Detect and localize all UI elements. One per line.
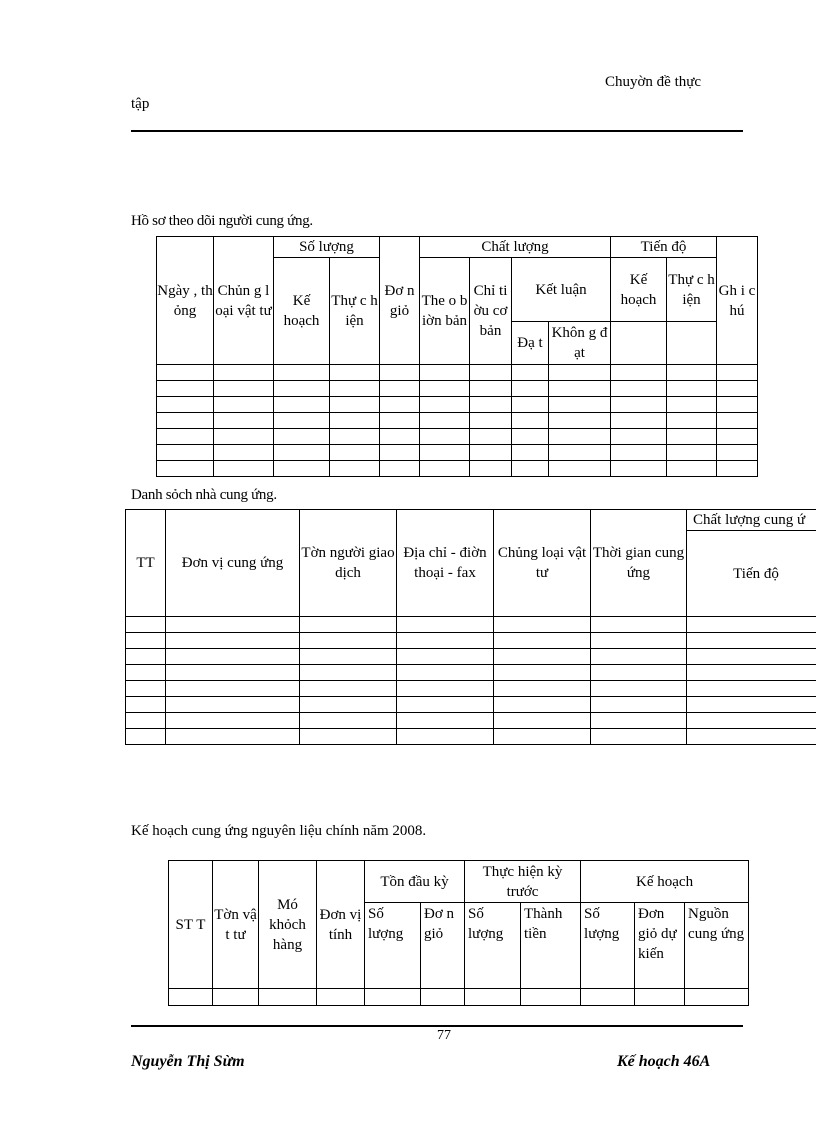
col-chi-tieu: Chỉ tiờu cơ bản: [470, 258, 512, 365]
table-cell: [397, 713, 494, 729]
footer-rule: [131, 1025, 743, 1027]
table-cell: [494, 649, 591, 665]
table-cell: [420, 461, 470, 477]
table-cell: [494, 697, 591, 713]
table-cell: [611, 397, 667, 413]
table-cell: [213, 989, 259, 1006]
table-cell: [591, 649, 687, 665]
col-so-luong-th: Số lượng: [465, 903, 521, 989]
table-cell: [667, 365, 717, 381]
table-cell: [380, 461, 420, 477]
col-td-ke-hoach: Kế hoạch: [611, 258, 667, 322]
table-cell: [157, 413, 214, 429]
table-cell: [420, 381, 470, 397]
col-ket-luan: Kết luận: [512, 258, 611, 322]
table-cell: [494, 633, 591, 649]
table-cell: [300, 729, 397, 745]
table-cell: [470, 365, 512, 381]
table-cell: [687, 665, 816, 681]
col-khong-dat: Khôn g đạt: [549, 322, 611, 365]
table-cell: [397, 617, 494, 633]
table-cell: [687, 697, 816, 713]
table-cell: [126, 729, 166, 745]
table-cell: [667, 445, 717, 461]
col-nguon: Nguồn cung ứng: [685, 903, 749, 989]
table-cell: [591, 633, 687, 649]
table-cell: [214, 381, 274, 397]
supplier-list-table: [125, 509, 816, 745]
table-cell: [157, 461, 214, 477]
table-cell: [157, 445, 214, 461]
table-cell: [214, 445, 274, 461]
table-cell: [667, 413, 717, 429]
table3-body: [169, 989, 749, 1006]
table-cell: [470, 397, 512, 413]
col-ghi-chu: Gh i chú: [717, 237, 758, 365]
table-cell: [300, 617, 397, 633]
table-cell: [166, 649, 300, 665]
table-row: [126, 729, 816, 745]
table-cell: [581, 989, 635, 1006]
table-cell: [420, 445, 470, 461]
table-cell: [591, 617, 687, 633]
table-cell: [421, 989, 465, 1006]
table-cell: [687, 729, 816, 745]
table-cell: [512, 397, 549, 413]
table-cell: [330, 397, 380, 413]
table-cell: [126, 681, 166, 697]
table-cell: [126, 665, 166, 681]
footer-author: Nguyễn Thị Sừm: [131, 1053, 245, 1070]
col-ma-khach: Mó khỏch hàng: [259, 861, 317, 989]
table-cell: [214, 461, 274, 477]
table-cell: [549, 397, 611, 413]
footer-class: Kế hoạch 46A: [617, 1053, 711, 1070]
col-don-gia: Đơ n giỏ: [421, 903, 465, 989]
table-cell: [687, 649, 816, 665]
table-row: [126, 713, 816, 729]
col-ton-dau-ky: Tồn đầu kỳ: [365, 861, 465, 903]
col-don-gia: Đơ n giỏ: [380, 237, 420, 365]
table-cell: [166, 617, 300, 633]
table-cell: [717, 429, 758, 445]
table-cell: [667, 397, 717, 413]
table-cell: [274, 381, 330, 397]
page-number: 77: [437, 1028, 451, 1043]
table-cell: [611, 445, 667, 461]
table-cell: [717, 397, 758, 413]
table-cell: [470, 413, 512, 429]
table-cell: [214, 429, 274, 445]
table-cell: [166, 713, 300, 729]
table-row: [126, 681, 816, 697]
table-cell: [126, 697, 166, 713]
table-cell: [214, 397, 274, 413]
table-cell: [274, 397, 330, 413]
table-cell: [274, 429, 330, 445]
table-row: [157, 397, 758, 413]
table-cell: [687, 633, 816, 649]
table-cell: [512, 445, 549, 461]
table-cell: [166, 681, 300, 697]
table-cell: [380, 381, 420, 397]
col-so-luong: Số lượng: [365, 903, 421, 989]
table-cell: [717, 461, 758, 477]
col-ten-nguoi: Tờn người giao dịch: [300, 510, 397, 617]
col-ngay: Ngày , thỏng: [157, 237, 214, 365]
col-td-thuc-hien: Thự c hiện: [667, 258, 717, 322]
table-cell: [470, 445, 512, 461]
col-thuc-hien: Thực hiện kỳ trước: [465, 861, 581, 903]
table-cell: [259, 989, 317, 1006]
table-row: [126, 649, 816, 665]
table-row: [157, 461, 758, 477]
section3-caption: Kế hoạch cung ứng nguyên liệu chính năm 2008.: [131, 823, 427, 839]
header-rule: [131, 130, 743, 132]
table-cell: [470, 429, 512, 445]
supply-plan-table: [168, 860, 749, 1006]
table-cell: [667, 381, 717, 397]
table-cell: [717, 365, 758, 381]
col-dat: Đạ t: [512, 322, 549, 365]
table-cell: [635, 989, 685, 1006]
table-cell: [157, 397, 214, 413]
table-cell: [611, 461, 667, 477]
table-cell: [157, 381, 214, 397]
table-cell: [330, 413, 380, 429]
table-cell: [157, 365, 214, 381]
table-row: [157, 445, 758, 461]
table-row: [157, 365, 758, 381]
table-cell: [470, 461, 512, 477]
table-cell: [420, 365, 470, 381]
table-cell: [380, 429, 420, 445]
table-cell: [512, 429, 549, 445]
table-cell: [214, 365, 274, 381]
table-cell: [157, 429, 214, 445]
table-row: [126, 617, 816, 633]
col-ke-hoach: Kế hoạch: [581, 861, 749, 903]
header-title-continued: tập: [131, 96, 150, 112]
table2-body: [126, 617, 816, 745]
table-cell: [126, 649, 166, 665]
table-cell: [549, 413, 611, 429]
table-cell: [512, 365, 549, 381]
table-cell: [549, 429, 611, 445]
table-cell: [166, 633, 300, 649]
header-title: Chuyờn đề thực: [605, 74, 702, 90]
table-cell: [126, 713, 166, 729]
col-don-vi: Đơn vị tính: [317, 861, 365, 989]
col-tt: TT: [126, 510, 166, 617]
table-cell: [470, 381, 512, 397]
table-cell: [300, 697, 397, 713]
table-cell: [380, 413, 420, 429]
table-cell: [365, 989, 421, 1006]
table-cell: [169, 989, 213, 1006]
table-cell: [317, 989, 365, 1006]
table-cell: [667, 461, 717, 477]
table-cell: [214, 413, 274, 429]
col-so-luong-kh: Số lượng: [581, 903, 635, 989]
table-cell: [591, 713, 687, 729]
table-cell: [166, 665, 300, 681]
table-cell: [330, 365, 380, 381]
table-row: [126, 633, 816, 649]
table-cell: [494, 729, 591, 745]
table-cell: [420, 429, 470, 445]
table-cell: [611, 413, 667, 429]
table-cell: [420, 397, 470, 413]
supplier-tracking-table: [156, 236, 758, 477]
col-ke-hoach: Kế hoạch: [274, 258, 330, 365]
table-cell: [494, 681, 591, 697]
table1-body: [157, 365, 758, 477]
col-so-luong: Số lượng: [274, 237, 380, 258]
table-row: [157, 381, 758, 397]
col-don-gia-du-kien: Đơn giỏ dự kiến: [635, 903, 685, 989]
table-cell: [687, 713, 816, 729]
table-cell: [591, 697, 687, 713]
table-cell: [465, 989, 521, 1006]
table-cell: [549, 381, 611, 397]
table-cell: [397, 649, 494, 665]
section2-caption: Danh sỏch nhà cung ứng.: [131, 487, 277, 503]
col-chung-loai: Chủng loại vật tư: [494, 510, 591, 617]
table-row: [126, 665, 816, 681]
table-cell: [274, 461, 330, 477]
col-thanh-tien: Thành tiền: [521, 903, 581, 989]
col-ten-vat-tu: Tờn vật tư: [213, 861, 259, 989]
table-cell: [330, 429, 380, 445]
col-don-vi: Đơn vị cung ứng: [166, 510, 300, 617]
table-cell: [300, 665, 397, 681]
table-cell: [300, 713, 397, 729]
col-chat-luong: Chất lượng: [420, 237, 611, 258]
table-cell: [330, 381, 380, 397]
table-cell: [274, 445, 330, 461]
table-cell: [274, 413, 330, 429]
table-cell: [591, 729, 687, 745]
table-cell: [494, 713, 591, 729]
table-cell: [687, 617, 816, 633]
table-cell: [549, 445, 611, 461]
table-cell: [166, 697, 300, 713]
table-cell: [166, 729, 300, 745]
table-cell: [717, 413, 758, 429]
table-cell: [300, 649, 397, 665]
table-cell: [512, 381, 549, 397]
table-cell: [494, 617, 591, 633]
table-cell: [380, 445, 420, 461]
col-dia-chi: Địa chỉ - điờn thoại - fax: [397, 510, 494, 617]
cell-empty: [667, 322, 717, 365]
table-cell: [521, 989, 581, 1006]
table-cell: [397, 697, 494, 713]
table-row: [169, 989, 749, 1006]
table-cell: [512, 461, 549, 477]
table-cell: [549, 461, 611, 477]
col-chat-luong: Chất lượng cung ứ: [687, 510, 816, 531]
table-cell: [512, 413, 549, 429]
table-cell: [397, 633, 494, 649]
table-row: [157, 413, 758, 429]
table-cell: [330, 461, 380, 477]
table-cell: [126, 633, 166, 649]
table-cell: [591, 681, 687, 697]
table-cell: [397, 665, 494, 681]
table-cell: [549, 365, 611, 381]
col-tien-do: Tiến độ: [687, 531, 816, 617]
cell-empty: [611, 322, 667, 365]
table-cell: [300, 633, 397, 649]
col-theo-bien-ban: The o biờn bản: [420, 258, 470, 365]
table-cell: [717, 381, 758, 397]
col-thoi-gian: Thời gian cung ứng: [591, 510, 687, 617]
table-cell: [330, 445, 380, 461]
table-cell: [685, 989, 749, 1006]
col-thuc-hien: Thự c hiện: [330, 258, 380, 365]
col-stt: ST T: [169, 861, 213, 989]
col-tien-do: Tiến độ: [611, 237, 717, 258]
table-cell: [380, 365, 420, 381]
table-cell: [397, 729, 494, 745]
table-cell: [420, 413, 470, 429]
table-cell: [300, 681, 397, 697]
table-cell: [397, 681, 494, 697]
col-chung-loai: Chủn g loại vật tư: [214, 237, 274, 365]
table-row: [126, 697, 816, 713]
table-row: [157, 429, 758, 445]
table-cell: [667, 429, 717, 445]
table-cell: [611, 365, 667, 381]
table-cell: [274, 365, 330, 381]
section1-caption: Hồ sơ theo dõi người cung ứng.: [131, 213, 313, 229]
table-cell: [687, 681, 816, 697]
table-cell: [611, 429, 667, 445]
table-cell: [717, 445, 758, 461]
table-cell: [126, 617, 166, 633]
table-cell: [494, 665, 591, 681]
table-cell: [591, 665, 687, 681]
table-cell: [611, 381, 667, 397]
table-cell: [380, 397, 420, 413]
